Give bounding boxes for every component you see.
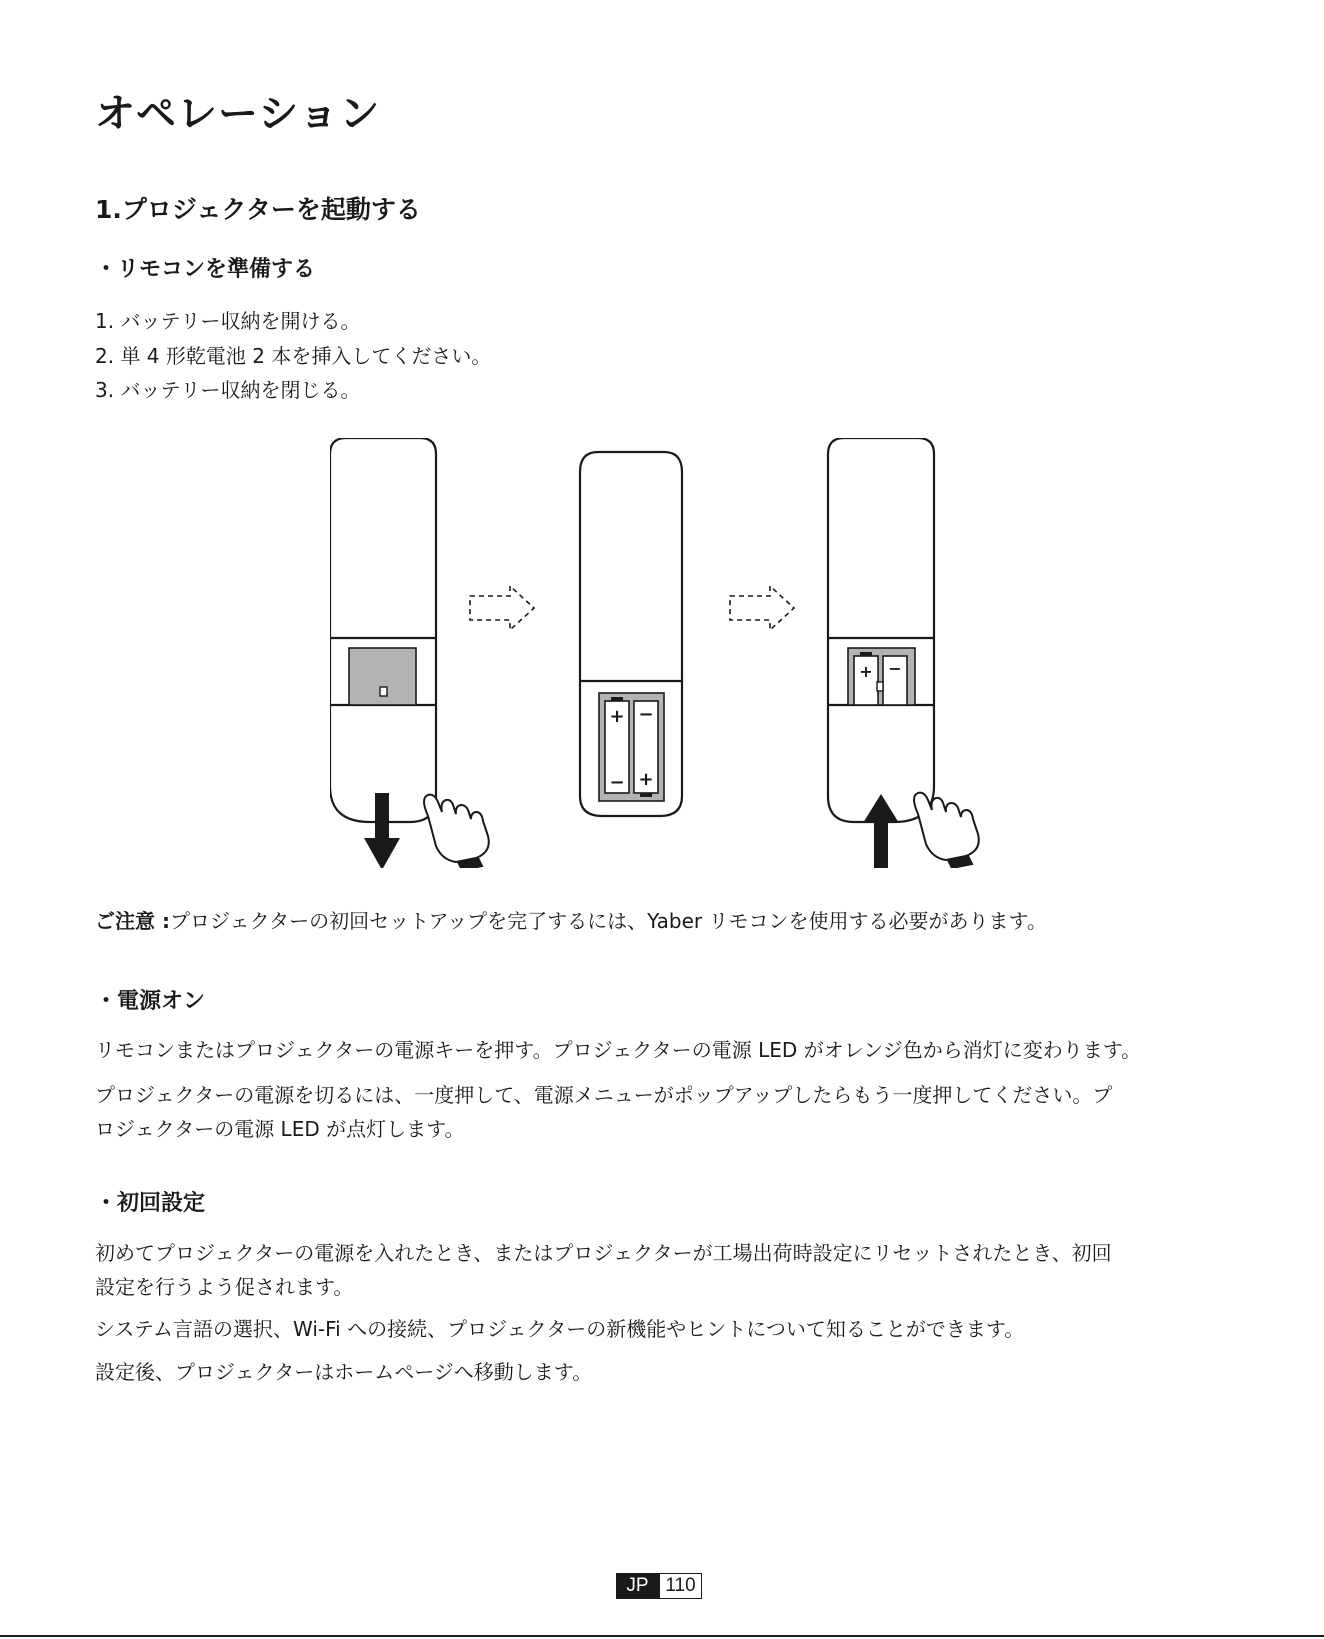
hand-icon — [424, 795, 489, 868]
plus-label: + — [609, 706, 625, 727]
text-line: ロジェクターの電源 LED が点灯します。 — [95, 1117, 465, 1141]
hand-icon — [914, 793, 979, 868]
power-paragraph-2 — [95, 1078, 1235, 1146]
battery-installation-illustration — [330, 438, 990, 868]
page-footer — [616, 1573, 702, 1599]
section-title: 1.プロジェクターを起動する — [95, 195, 421, 224]
initial-paragraph-3: 設定後、プロジェクターはホームページへ移動します。 — [95, 1360, 593, 1384]
remote-batteries-illustration — [580, 452, 682, 816]
remote-heading: ・リモコンを準備する — [95, 257, 316, 282]
initial-paragraph-1 — [95, 1236, 1235, 1304]
bottom-rule — [0, 1635, 1324, 1637]
text-line: 初めてプロジェクターの電源を入れたとき、またはプロジェクターが工場出荷時設定にリセットされたとき、初回 — [95, 1241, 1112, 1265]
remote-open-illustration — [330, 438, 436, 822]
page-title: オペレーション — [95, 91, 381, 137]
plus-label: + — [638, 769, 654, 790]
text-line: プロジェクターの電源を切るには、一度押して、電源メニューがポップアップしたらもう一度押してください。プ — [95, 1083, 1113, 1107]
dashed-arrow-icon — [470, 586, 534, 630]
power-heading: ・電源オン — [95, 989, 206, 1014]
text-line: 設定を行うよう促されます。 — [95, 1275, 354, 1299]
battery-steps — [95, 304, 491, 408]
arrow-up-icon — [863, 794, 899, 868]
note-label: ご注意 : — [95, 909, 170, 933]
page-number: 110 — [659, 1573, 702, 1599]
power-paragraph-1: リモコンまたはプロジェクターの電源キーを押す。プロジェクターの電源 LED がオレンジ色から消灯に変わります。 — [95, 1038, 1142, 1062]
step-item: 1. バッテリー収納を開ける。 — [95, 309, 361, 333]
initial-paragraph-2: システム言語の選択、Wi-Fi への接続、プロジェクターの新機能やヒントについて知ることができます。 — [95, 1317, 1025, 1341]
arrow-down-icon — [364, 793, 400, 868]
minus-label: − — [609, 772, 625, 793]
note-paragraph — [95, 904, 1235, 938]
dashed-arrow-icon — [730, 586, 794, 630]
step-item: 2. 単 4 形乾電池 2 本を挿入してください。 — [95, 343, 492, 368]
language-badge: JP — [616, 1573, 659, 1599]
initial-setup-heading: ・初回設定 — [95, 1191, 206, 1216]
remote-close-illustration — [828, 438, 934, 822]
plus-label: + — [859, 662, 873, 681]
minus-label: − — [888, 659, 902, 678]
note-text: プロジェクターの初回セットアップを完了するには、Yaber リモコンを使用する必要があります。 — [169, 909, 1047, 933]
step-item: 3. バッテリー収納を閉じる。 — [95, 378, 361, 402]
minus-label: − — [638, 704, 654, 725]
